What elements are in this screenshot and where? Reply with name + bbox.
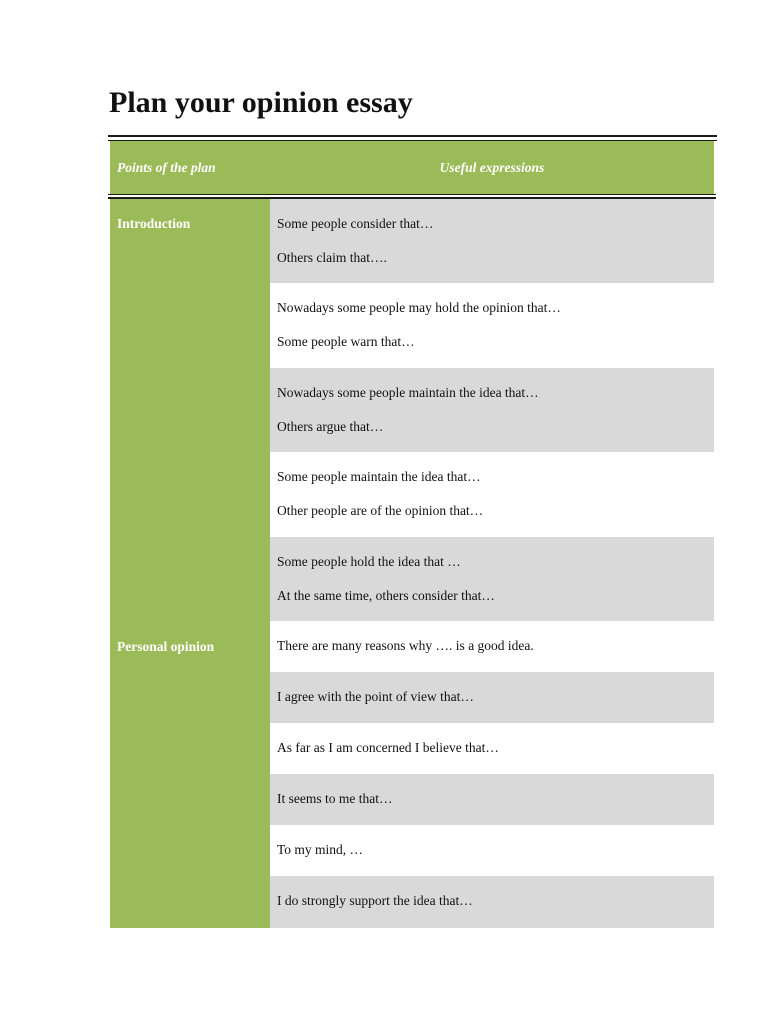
page-title: Plan your opinion essay [109, 86, 413, 119]
header-points-of-plan: Points of the plan [117, 160, 216, 175]
expression-text: Other people are of the opinion that… [277, 503, 484, 518]
expression-text: At the same time, others consider that… [277, 588, 495, 603]
expression-text: I agree with the point of view that… [277, 689, 474, 704]
section-label-introduction: Introduction [117, 216, 191, 231]
expression-text: Others claim that…. [277, 250, 387, 265]
expression-row [270, 876, 714, 928]
expression-row [270, 368, 714, 452]
expression-text: To my mind, … [277, 842, 364, 857]
points-column [110, 199, 270, 928]
expression-row [270, 283, 714, 368]
expression-row [270, 537, 714, 621]
expression-row [270, 452, 714, 537]
section-label-personal-opinion: Personal opinion [117, 639, 215, 654]
expression-text: Nowadays some people may hold the opinion that… [277, 300, 561, 315]
expression-text: I do strongly support the idea that… [277, 893, 473, 908]
expression-row [270, 825, 714, 876]
header-useful-expressions: Useful expressions [439, 160, 545, 175]
expression-text: As far as I am concerned I believe that… [277, 740, 499, 755]
expression-row [270, 199, 714, 283]
expression-text: It seems to me that… [277, 791, 393, 806]
expression-text: Some people hold the idea that … [277, 554, 461, 569]
expression-row [270, 723, 714, 774]
expression-text: Others argue that… [277, 419, 384, 434]
expression-row [270, 672, 714, 723]
expression-text: Some people warn that… [277, 334, 415, 349]
expression-text: Some people maintain the idea that… [277, 469, 481, 484]
table-header-row [110, 141, 714, 194]
expression-row [270, 621, 714, 672]
expression-text: Nowadays some people maintain the idea that… [277, 385, 539, 400]
expression-text: Some people consider that… [277, 216, 434, 231]
expression-text: There are many reasons why …. is a good idea. [277, 638, 534, 653]
expression-row [270, 774, 714, 825]
